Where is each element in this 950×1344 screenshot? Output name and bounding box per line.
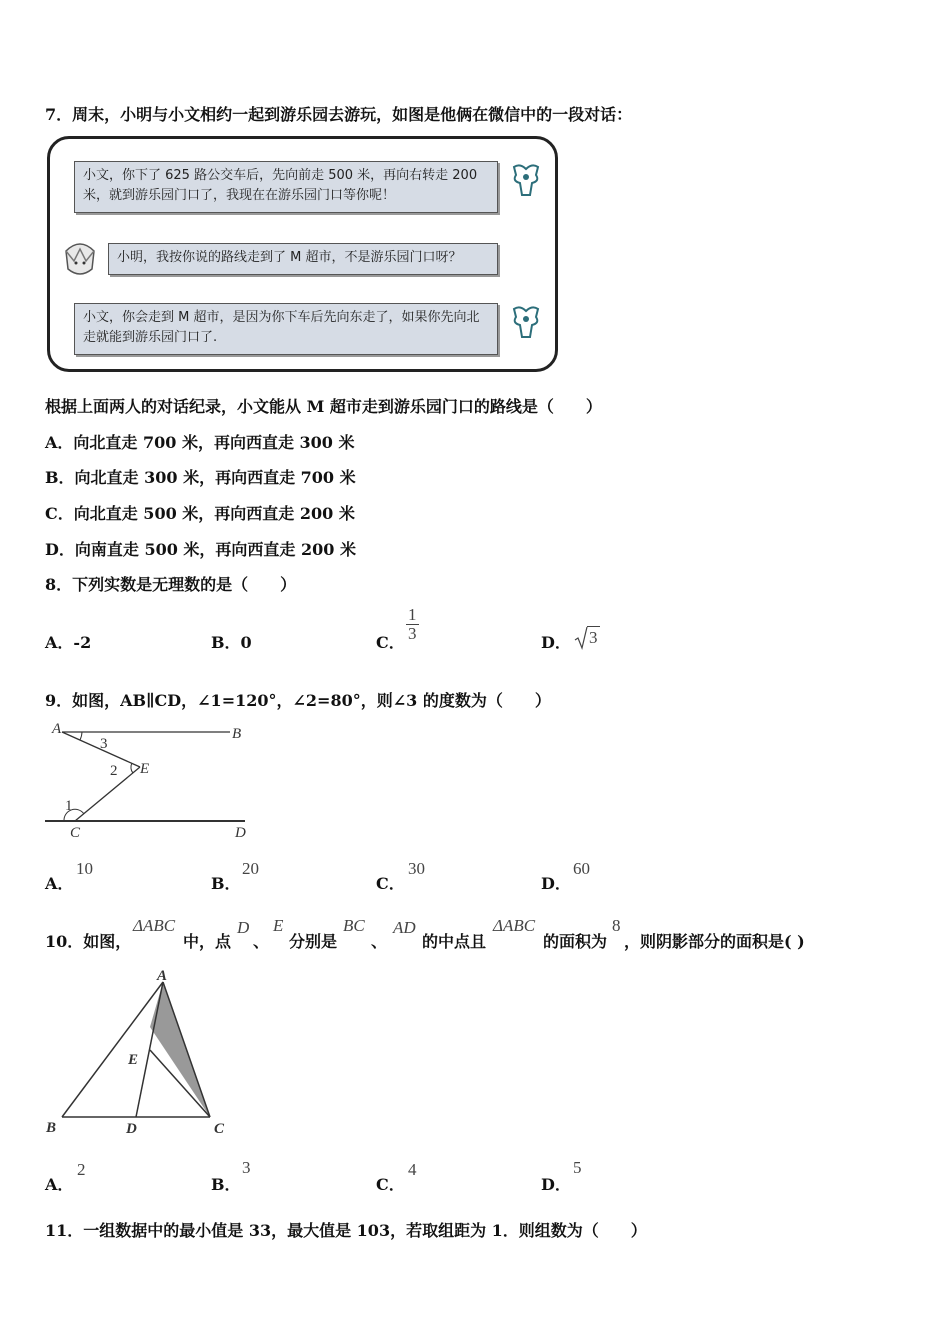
q11-stem: 11．一组数据中的最小值是 33，最大值是 103，若取组距为 1．则组数为（ ）	[45, 1221, 647, 1240]
q8-option-c-label: C．	[376, 633, 405, 652]
label-a: A	[52, 721, 62, 737]
q9-option-b-value: 20	[242, 859, 259, 878]
option-label: A．	[45, 633, 74, 652]
q10-stem-part: 的面积为	[543, 932, 608, 951]
q9-option-d-label: D．	[541, 874, 571, 893]
q9-stem: 9．如图，AB∥CD，∠1=120°，∠2=80°，则∠3 的度数为（ ）	[45, 691, 551, 710]
label-a: A	[157, 970, 168, 984]
q10-stem-start: 10．如图，	[45, 932, 132, 951]
q10-point-e: E	[273, 916, 284, 935]
q10-option-c-label: C．	[376, 1175, 405, 1194]
segment-ec	[75, 767, 140, 821]
q10-stem-end: ，则阴影部分的面积是( )	[624, 932, 805, 951]
q9-option-c-label: C．	[376, 874, 405, 893]
q8-option-d-label: D．	[541, 633, 571, 652]
q7-option-d: D．向南直走 500 米，再向西直走 200 米	[45, 540, 356, 559]
label-e: E	[128, 1052, 139, 1068]
label-b: B	[46, 1120, 57, 1136]
label-c: C	[214, 1121, 225, 1137]
q8-option-c-fraction	[406, 606, 419, 643]
sqrt-icon	[574, 626, 588, 650]
label-d: D	[126, 1121, 137, 1137]
chat-message-1: 小文，你下了 625 路公交车后，先向前走 500 米，再向右转走 200 米，就到游乐园门口了，我现在在游乐园门口等你呢！	[74, 161, 498, 213]
boy-avatar-icon	[60, 239, 100, 281]
q10-option-b-label: B．	[211, 1175, 241, 1194]
girl-avatar-icon	[506, 161, 546, 201]
q7-question: 根据上面两人的对话纪录，小文能从 M 超市走到游乐园门口的路线是（ ）	[45, 397, 602, 416]
option-value: 0	[240, 633, 252, 652]
label-e: E	[140, 761, 150, 777]
q10-option-a-value: 2	[77, 1160, 86, 1179]
chat-message-2: 小明，我按你说的路线走到了 M 超市，不是游乐园门口呀？	[108, 243, 498, 275]
angle-3-arc	[80, 732, 82, 740]
label-1: 1	[65, 798, 73, 814]
label-3: 3	[100, 736, 108, 752]
q8-option-a	[45, 630, 91, 653]
q10-option-d-label: D．	[541, 1175, 571, 1194]
segment-ab	[62, 982, 163, 1117]
q10-triangle-abc-2: ΔABC	[493, 916, 536, 935]
q10-option-b-value: 3	[242, 1158, 251, 1177]
q10-triangle-abc: ΔABC	[133, 916, 176, 935]
q7-option-b: B．向北直走 300 米，再向西直走 700 米	[45, 468, 356, 487]
q7-stem: 7．周末，小明与小文相约一起到游乐园去游玩，如图是他俩在微信中的一段对话：	[45, 105, 633, 124]
q9-option-a-value: 10	[76, 859, 93, 878]
q9-figure	[40, 715, 270, 845]
q10-option-d-value: 5	[573, 1158, 582, 1177]
label-d: D	[235, 825, 246, 841]
q8-stem: 8．下列实数是无理数的是（ ）	[45, 575, 297, 594]
fraction-denominator: 3	[408, 624, 417, 643]
q9-option-c-value: 30	[408, 859, 425, 878]
option-value: -2	[73, 633, 92, 652]
q9-option-a-label: A．	[45, 874, 74, 893]
label-2: 2	[110, 763, 118, 779]
segment-ad	[136, 982, 163, 1117]
sqrt-radicand: 3	[589, 628, 598, 647]
chat-message-3: 小文，你会走到 M 超市，是因为你下车后先向东走了，如果你先向北走就能到游乐园门口了.	[74, 303, 498, 355]
q10-segment-bc: BC	[343, 916, 365, 935]
q10-stem-part: 中，点	[183, 932, 232, 951]
fraction-numerator: 1	[408, 605, 417, 624]
q10-stem-part: 的中点且	[422, 932, 487, 951]
q10-stem-part: 、	[253, 932, 270, 951]
q10-option-c-value: 4	[408, 1160, 417, 1179]
q7-option-a: A．向北直走 700 米，再向西直走 300 米	[45, 433, 355, 452]
q10-stem-part: 分别是	[289, 932, 338, 951]
girl-avatar-icon	[506, 303, 546, 343]
q8-option-b	[211, 630, 252, 653]
label-c: C	[70, 825, 81, 841]
q10-option-a-label: A．	[45, 1175, 74, 1194]
q10-stem-part: 、	[371, 932, 388, 951]
angle-2-arc	[131, 763, 133, 773]
q7-option-c: C．向北直走 500 米，再向西直走 200 米	[45, 504, 355, 523]
chat-screenshot	[47, 136, 558, 372]
q9-option-d-value: 60	[573, 859, 590, 878]
q10-figure	[40, 970, 240, 1145]
label-b: B	[232, 726, 242, 742]
q10-segment-ad: AD	[393, 918, 416, 937]
q9-option-b-label: B．	[211, 874, 241, 893]
q10-point-d: D	[237, 918, 250, 937]
q10-area-value: 8	[612, 916, 621, 935]
option-label: B．	[211, 633, 241, 652]
